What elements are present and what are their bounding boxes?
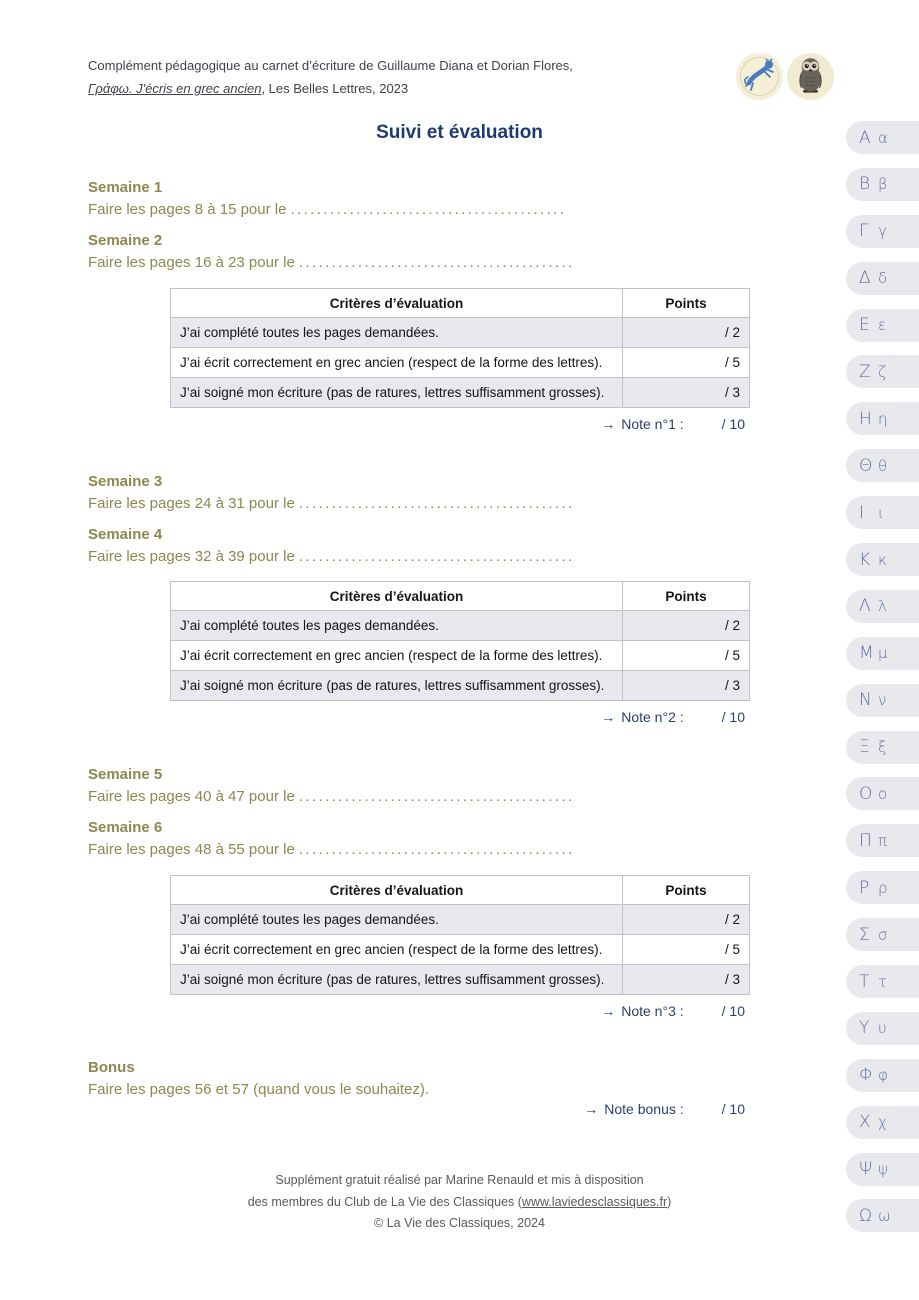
arrow-right-icon: → (601, 1003, 616, 1019)
week-3-fill-in-blank: .......................................... (298, 495, 575, 512)
greek-uppercase: Κ (859, 549, 871, 570)
greek-uppercase: Ρ (859, 877, 870, 898)
owl-icon (787, 53, 834, 100)
greek-lowercase: γ (878, 222, 887, 241)
table-header-points: Points (622, 289, 749, 317)
document-footer (0, 1170, 919, 1235)
alphabet-tab-phi (846, 1059, 919, 1092)
greek-lowercase: η (878, 409, 888, 428)
table-row (171, 640, 749, 670)
week-4-text: Faire les pages 32 à 39 pour le (88, 548, 295, 565)
table-cell-points: / 5 (622, 935, 749, 964)
arrow-right-icon: → (601, 709, 616, 725)
table-cell-points: / 2 (622, 318, 749, 347)
week-2-instruction (88, 254, 575, 271)
page-title: Suivi et évaluation (376, 122, 543, 143)
alphabet-tab-sigma (846, 918, 919, 951)
week-2-text: Faire les pages 16 à 23 pour le (88, 254, 295, 271)
greek-uppercase: Μ (859, 643, 874, 664)
week-3-text: Faire les pages 24 à 31 pour le (88, 495, 295, 512)
owl-logo (787, 53, 834, 100)
note-label: Note n°3 : (621, 1003, 684, 1019)
table-cell-points: / 5 (622, 348, 749, 377)
header-line-2 (88, 77, 573, 100)
table-row (171, 347, 749, 377)
table-header-points: Points (622, 876, 749, 904)
alphabet-tab-epsilon (846, 309, 919, 342)
leaping-cat-icon (736, 53, 783, 100)
book-title: Γράφω. J'écris en grec ancien (88, 81, 262, 96)
table-row (171, 317, 749, 347)
alphabet-tab-gamma (846, 215, 919, 248)
alphabet-tab-beta (846, 168, 919, 201)
greek-lowercase: θ (878, 456, 888, 475)
week-5-instruction (88, 788, 575, 805)
greek-uppercase: Α (859, 127, 871, 148)
greek-uppercase: Δ (859, 268, 871, 289)
greek-lowercase: μ (878, 644, 888, 663)
greek-lowercase: λ (878, 597, 887, 616)
greek-lowercase: δ (878, 269, 888, 288)
greek-uppercase: Ο (859, 783, 873, 804)
alphabet-tab-psi (846, 1153, 919, 1186)
table-header-row (171, 876, 749, 904)
greek-uppercase: Υ (859, 1018, 870, 1039)
alphabet-tab-chi (846, 1106, 919, 1139)
greek-lowercase: ρ (878, 878, 888, 897)
header-line-1: Complément pédagogique au carnet d’écriture de Guillaume Diana et Dorian Flores, (88, 58, 573, 73)
table-header-row (171, 289, 749, 317)
alphabet-tab-tau (846, 965, 919, 998)
alphabet-tab-iota (846, 496, 919, 529)
footer-line-1: Supplément gratuit réalisé par Marine Renauld et mis à disposition (275, 1173, 644, 1187)
greek-lowercase: ζ (878, 362, 887, 381)
note-label: Note n°1 : (621, 416, 684, 432)
table-cell-criterion: J’ai soigné mon écriture (pas de ratures, lettres suffisamment grosses). (180, 678, 605, 693)
week-1-heading: Semaine 1 (88, 179, 163, 196)
greek-uppercase: Γ (859, 221, 869, 242)
table-cell-criterion: J’ai écrit correctement en grec ancien (respect de la forme des lettres). (180, 355, 603, 370)
table-cell-points: / 3 (622, 378, 749, 407)
greek-uppercase: Ε (859, 315, 870, 336)
week-2-fill-in-blank: .......................................... (298, 254, 575, 271)
la-vie-des-classiques-logo (736, 53, 783, 100)
evaluation-table-2 (170, 581, 750, 701)
note-line-1 (170, 415, 750, 433)
footer-copyright: © La Vie des Classiques, 2024 (374, 1216, 545, 1230)
note-score: / 10 (721, 1003, 745, 1019)
greek-lowercase: κ (878, 550, 887, 569)
greek-lowercase: σ (878, 925, 888, 944)
note-score: / 10 (721, 709, 745, 725)
table-cell-points: / 2 (622, 905, 749, 934)
table-cell-criterion: J’ai soigné mon écriture (pas de ratures, lettres suffisamment grosses). (180, 385, 605, 400)
greek-uppercase: Ψ (859, 1159, 873, 1180)
table-cell-points: / 5 (622, 641, 749, 670)
table-row (171, 610, 749, 640)
alphabet-tab-lambda (846, 590, 919, 623)
greek-uppercase: Ξ (859, 737, 870, 758)
greek-lowercase: χ (878, 1113, 887, 1132)
greek-lowercase: ι (878, 503, 884, 522)
table-header-criteria: Critères d’évaluation (329, 588, 464, 604)
note-line-bonus (170, 1100, 750, 1118)
table-header-criteria: Critères d’évaluation (329, 882, 464, 898)
table-row (171, 377, 749, 407)
arrow-right-icon: → (584, 1101, 599, 1117)
week-5-fill-in-blank: .......................................... (298, 788, 575, 805)
alphabet-tab-omega (846, 1199, 919, 1232)
greek-lowercase: ψ (878, 1160, 888, 1179)
greek-lowercase: α (878, 128, 888, 147)
table-row (171, 670, 749, 700)
week-3-heading: Semaine 3 (88, 473, 163, 490)
table-cell-criterion: J’ai complété toutes les pages demandées. (180, 325, 439, 340)
table-header-criteria: Critères d’évaluation (329, 295, 464, 311)
week-6-heading: Semaine 6 (88, 819, 163, 836)
table-cell-criterion: J’ai écrit correctement en grec ancien (respect de la forme des lettres). (180, 942, 603, 957)
footer-line-2 (0, 1192, 919, 1214)
greek-uppercase: Ι (859, 502, 865, 523)
table-cell-criterion: J’ai complété toutes les pages demandées. (180, 618, 439, 633)
alphabet-tab-upsilon (846, 1012, 919, 1045)
greek-uppercase: Ω (859, 1205, 872, 1226)
table-row (171, 964, 749, 994)
greek-uppercase: Τ (859, 971, 870, 992)
greek-lowercase: φ (878, 1066, 888, 1085)
note-line-3 (170, 1002, 750, 1020)
note-score: / 10 (721, 1101, 745, 1117)
greek-lowercase: ξ (878, 738, 887, 757)
greek-uppercase: Β (859, 174, 871, 195)
evaluation-table-3 (170, 875, 750, 995)
note-score: / 10 (721, 416, 745, 432)
week-1-text: Faire les pages 8 à 15 pour le (88, 201, 287, 218)
evaluation-table-1 (170, 288, 750, 408)
week-6-instruction (88, 841, 575, 858)
alphabet-tab-xi (846, 731, 919, 764)
footer-line-2-prefix: des membres du Club de La Vie des Classiques ( (247, 1194, 522, 1209)
greek-uppercase: Ν (859, 690, 872, 711)
arrow-right-icon: → (601, 416, 616, 432)
note-label: Note n°2 : (621, 709, 684, 725)
table-cell-criterion: J’ai complété toutes les pages demandées. (180, 912, 439, 927)
website-link[interactable]: www.laviedesclassiques.fr (521, 1194, 668, 1209)
table-header-points: Points (622, 582, 749, 610)
greek-uppercase: Χ (859, 1112, 871, 1133)
alphabet-tab-rho (846, 871, 919, 904)
greek-alphabet-tabs (846, 121, 919, 1232)
alphabet-tab-alpha (846, 121, 919, 154)
note-line-2 (170, 708, 750, 726)
table-cell-points: / 2 (622, 611, 749, 640)
week-5-text: Faire les pages 40 à 47 pour le (88, 788, 295, 805)
alphabet-tab-mu (846, 637, 919, 670)
greek-lowercase: ε (878, 316, 887, 335)
week-6-fill-in-blank: .......................................... (298, 841, 575, 858)
alphabet-tab-delta (846, 262, 919, 295)
week-1-fill-in-blank: .......................................... (290, 201, 567, 218)
greek-uppercase: Π (859, 830, 872, 851)
week-2-heading: Semaine 2 (88, 232, 163, 249)
header-line-2-rest: , Les Belles Lettres, 2023 (261, 81, 409, 96)
alphabet-tab-nu (846, 684, 919, 717)
week-4-instruction (88, 548, 575, 565)
greek-uppercase: Λ (859, 596, 871, 617)
week-4-heading: Semaine 4 (88, 526, 163, 543)
document-header (88, 54, 573, 100)
alphabet-tab-pi (846, 824, 919, 857)
week-3-instruction (88, 495, 575, 512)
greek-lowercase: π (878, 831, 888, 850)
greek-uppercase: Φ (859, 1065, 874, 1086)
table-cell-points: / 3 (622, 671, 749, 700)
week-6-text: Faire les pages 48 à 55 pour le (88, 841, 295, 858)
alphabet-tab-theta (846, 449, 919, 482)
greek-lowercase: β (878, 175, 888, 194)
table-cell-points: / 3 (622, 965, 749, 994)
greek-uppercase: Θ (859, 455, 873, 476)
greek-lowercase: τ (878, 972, 888, 991)
bonus-heading: Bonus (88, 1059, 135, 1076)
greek-lowercase: υ (878, 1019, 887, 1038)
alphabet-tab-zeta (846, 355, 919, 388)
logo-group (736, 53, 834, 100)
alphabet-tab-kappa (846, 543, 919, 576)
table-header-row (171, 582, 749, 610)
week-1-instruction (88, 201, 566, 218)
table-row (171, 934, 749, 964)
bonus-instruction: Faire les pages 56 et 57 (quand vous le souhaitez). (88, 1081, 430, 1098)
greek-uppercase: Σ (859, 924, 870, 945)
week-5-heading: Semaine 5 (88, 766, 163, 783)
table-cell-criterion: J’ai soigné mon écriture (pas de ratures, lettres suffisamment grosses). (180, 972, 605, 987)
greek-lowercase: ο (878, 784, 888, 803)
alphabet-tab-eta (846, 402, 919, 435)
week-4-fill-in-blank: .......................................... (298, 548, 575, 565)
table-cell-criterion: J’ai écrit correctement en grec ancien (respect de la forme des lettres). (180, 648, 603, 663)
greek-uppercase: Η (859, 408, 872, 429)
note-label: Note bonus : (604, 1101, 684, 1117)
footer-line-2-suffix: ) (667, 1194, 672, 1209)
greek-lowercase: ν (878, 691, 887, 710)
greek-lowercase: ω (878, 1206, 891, 1225)
table-row (171, 904, 749, 934)
alphabet-tab-omicron (846, 777, 919, 810)
greek-uppercase: Ζ (859, 361, 871, 382)
